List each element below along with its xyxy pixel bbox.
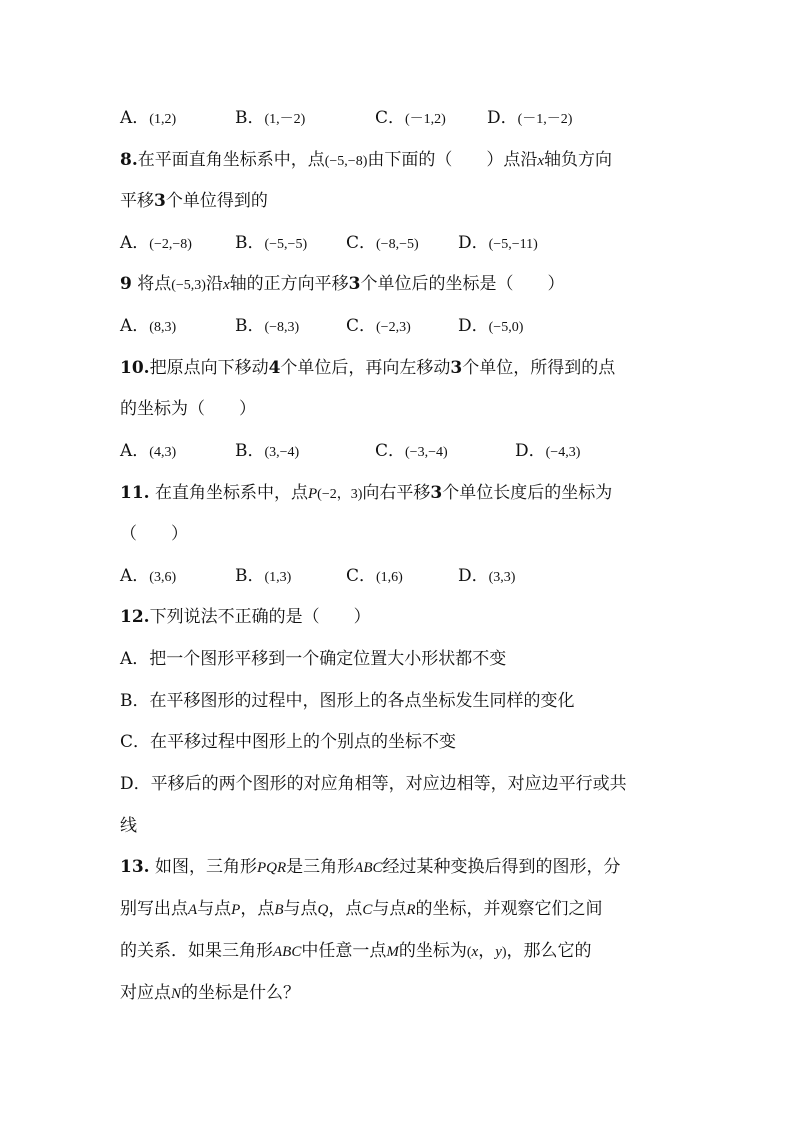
q10-stem-line2: 的坐标为（ ） [120,399,256,419]
q13-line2: 别写出点A与点P，点B与点Q，点C与点R的坐标，并观察它们之间 [120,899,603,919]
q10-option-c: C．(−3,−4) [375,441,448,461]
q11-option-d: D．(3,3) [458,566,516,586]
q12-option-c: C．在平移过程中图形上的个别点的坐标不变 [120,732,457,752]
q12-option-d-line2: 线 [120,816,137,836]
q8-option-a: A．(−2,−8) [120,233,192,253]
q9-option-a: A．(8,3) [120,316,177,336]
q11-stem-line1: 11. 在直角坐标系中，点P(−2，3)向右平移3个单位长度后的坐标为 [120,483,613,503]
q12-option-d-line1: D．平移后的两个图形的对应角相等，对应边相等，对应边平行或共 [120,774,627,794]
q12-option-a: A．把一个图形平移到一个确定位置大小形状都不变 [120,649,507,669]
q9-option-c: C．(−2,3) [346,316,411,336]
q9-option-d: D．(−5,0) [458,316,524,336]
q8-option-b: B．(−5,−5) [235,233,308,253]
q12-option-b: B．在平移图形的过程中，图形上的各点坐标发生同样的变化 [120,691,575,711]
q8-option-d: D．(−5,−11) [458,233,538,253]
q7-option-b: B．(1,－2) [235,108,306,128]
q10-stem-line1: 10.把原点向下移动4个单位后，再向左移动3个单位，所得到的点 [120,358,616,378]
q8-option-c: C．(−8,−5) [346,233,419,253]
q10-option-d: D．(−4,3) [515,441,581,461]
q11-stem-line2: （ ） [120,524,188,544]
q8-stem-line2: 平移3个单位得到的 [120,191,268,211]
q11-option-b: B．(1,3) [235,566,292,586]
q9-option-b: B．(−8,3) [235,316,300,336]
q7-option-d: D．(－1,－2) [487,108,573,128]
q13-line4: 对应点N的坐标是什么？ [120,983,301,1003]
q11-option-a: A．(3,6) [120,566,177,586]
q7-option-a: A．(1,2) [120,108,177,128]
q13-line3: 的关系．如果三角形ABC中任意一点M的坐标为(x，y)，那么它的 [120,941,592,961]
q11-option-c: C．(1,6) [346,566,403,586]
q8-stem-line1: 8.在平面直角坐标系中，点(−5,−8)由下面的（ ）点沿x轴负方向 [120,150,613,170]
q12-stem: 12.下列说法不正确的是（ ） [120,607,371,627]
q10-option-a: A．(4,3) [120,441,177,461]
q10-option-b: B．(3,−4) [235,441,300,461]
q9-stem: 9 将点(−5,3)沿x轴的正方向平移3个单位后的坐标是（ ） [120,274,565,294]
q13-line1: 13. 如图，三角形PQR是三角形ABC经过某种变换后得到的图形，分 [120,857,621,877]
q7-option-c: C．(－1,2) [375,108,446,128]
